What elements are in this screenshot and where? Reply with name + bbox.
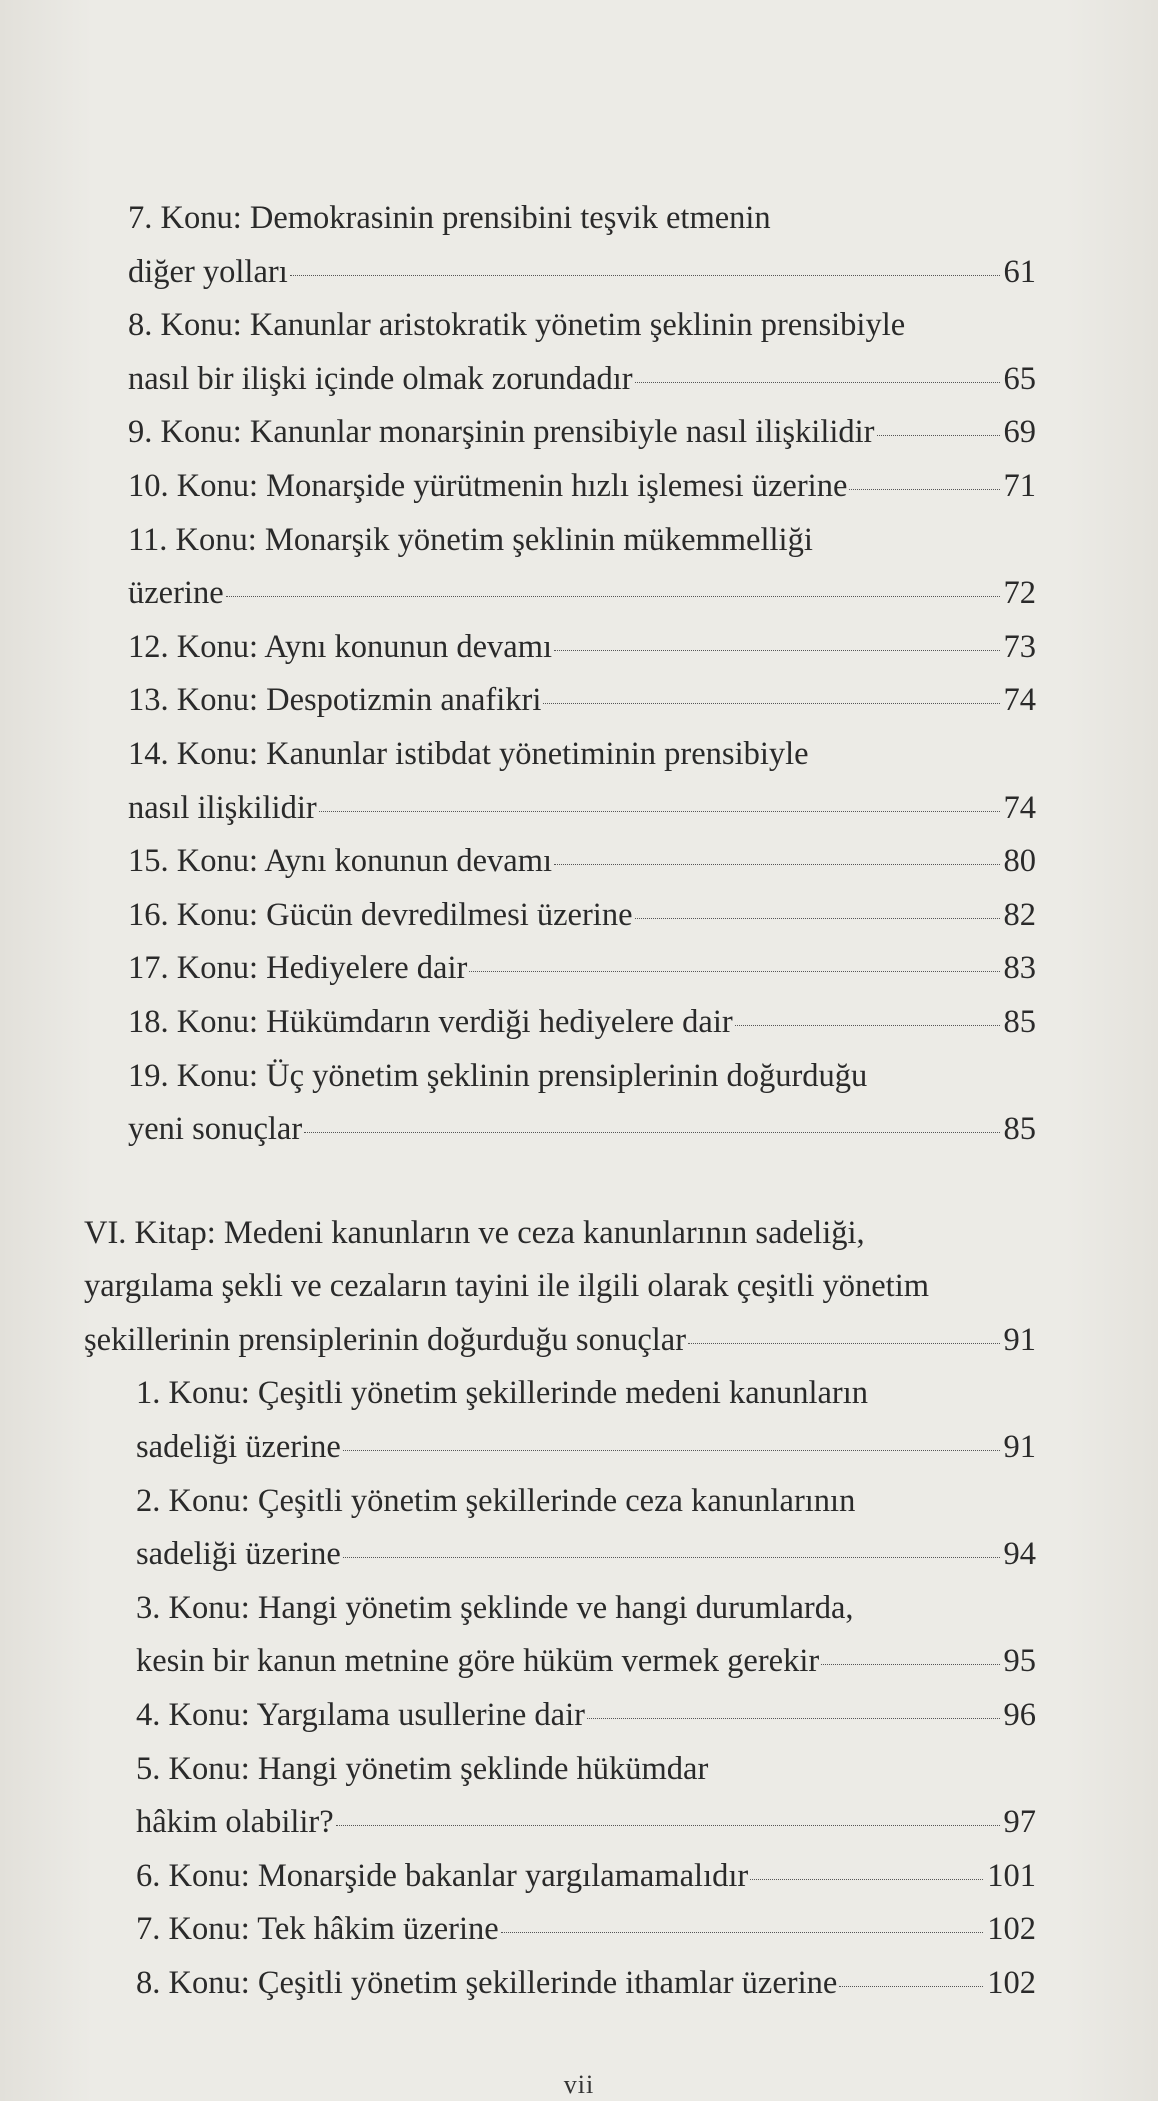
toc-entry-text: 7. Konu: Tek hâkim üzerine xyxy=(136,1911,499,1948)
toc-entry-text: yeni sonuçlar xyxy=(128,1111,303,1148)
toc-page-number: 80 xyxy=(1003,843,1036,880)
dot-leader xyxy=(319,811,1000,812)
toc-line xyxy=(128,782,1036,836)
toc-page-number: 91 xyxy=(1003,1321,1036,1358)
dot-leader xyxy=(304,1132,999,1133)
toc-entry-text: 8. Konu: Kanunlar aristokratik yönetim şeklinin prensibiyle xyxy=(128,307,906,344)
toc-page-number: 96 xyxy=(1003,1697,1036,1734)
dot-leader xyxy=(543,703,999,704)
dot-leader xyxy=(226,596,1000,597)
toc-entry-text: 1. Konu: Çeşitli yönetim şekillerinde medeni kanunların xyxy=(136,1375,869,1412)
toc-entry-text: üzerine xyxy=(128,575,224,612)
toc-entry-text: 19. Konu: Üç yönetim şeklinin prensiplerinin doğurduğu xyxy=(128,1057,868,1094)
toc-line xyxy=(128,353,1036,407)
toc-page-number: 61 xyxy=(1003,253,1036,290)
toc-entry-text: 11. Konu: Monarşik yönetim şeklinin mükemmelliği xyxy=(128,521,813,558)
dot-leader xyxy=(877,435,1000,436)
dot-leader xyxy=(735,1025,1000,1026)
toc-line xyxy=(128,406,1036,460)
toc-line xyxy=(136,1689,1036,1743)
toc-line xyxy=(84,1314,1036,1368)
toc-page-number: 65 xyxy=(1003,360,1036,397)
toc-page-number: 71 xyxy=(1003,467,1036,504)
toc-entry-text: 18. Konu: Hükümdarın verdiği hediyelere dair xyxy=(128,1003,733,1040)
dot-leader xyxy=(849,489,999,490)
toc-entry-text: 12. Konu: Aynı konunun devamı xyxy=(128,628,553,665)
toc-entry-text: VI. Kitap: Medeni kanunların ve ceza kanunlarının sadeliği, xyxy=(84,1214,865,1251)
toc-entry-text: diğer yolları xyxy=(128,253,288,290)
toc-line xyxy=(128,835,1036,889)
toc-entry-text: hâkim olabilir? xyxy=(136,1804,334,1841)
toc-line xyxy=(128,621,1036,675)
toc-page-number: 83 xyxy=(1003,950,1036,987)
toc-line xyxy=(136,1903,1036,1957)
toc-page-number: 73 xyxy=(1003,628,1036,665)
toc-entry-text: şekillerinin prensiplerinin doğurduğu sonuçlar xyxy=(84,1321,687,1358)
toc-entry-text: 13. Konu: Despotizmin anafikri xyxy=(128,682,542,719)
toc-page-number: 74 xyxy=(1003,789,1036,826)
toc-line xyxy=(136,1796,1036,1850)
dot-leader xyxy=(554,864,999,865)
page-number: vii xyxy=(563,2070,595,2099)
toc-entry-text: nasıl bir ilişki içinde olmak zorundadır xyxy=(128,360,633,397)
toc-page-number: 91 xyxy=(1003,1429,1036,1466)
toc-entry-text: 2. Konu: Çeşitli yönetim şekillerinde ceza kanunlarının xyxy=(136,1482,856,1519)
toc-line xyxy=(136,1957,1036,2011)
toc-page-number: 85 xyxy=(1003,1003,1036,1040)
dot-leader xyxy=(587,1718,1000,1719)
toc-entry-text: 7. Konu: Demokrasinin prensibini teşvik etmenin xyxy=(128,200,771,236)
toc-entry-text: 3. Konu: Hangi yönetim şeklinde ve hangi durumlarda, xyxy=(136,1589,854,1626)
toc-page-number: 69 xyxy=(1003,414,1036,451)
toc-line xyxy=(136,1421,1036,1475)
toc-page-number: 102 xyxy=(987,1965,1036,2001)
dot-leader xyxy=(750,1879,983,1880)
toc-page-number: 85 xyxy=(1003,1111,1036,1148)
dot-leader xyxy=(688,1343,999,1344)
toc-line xyxy=(128,1103,1036,1157)
dot-leader xyxy=(343,1557,1000,1558)
dot-leader xyxy=(839,1986,983,1987)
dot-leader xyxy=(635,382,1000,383)
dot-leader xyxy=(469,971,999,972)
toc-page-number: 94 xyxy=(1003,1536,1036,1573)
toc-entry-text: 9. Konu: Kanunlar monarşinin prensibiyle nasıl ilişkilidir xyxy=(128,414,875,451)
toc-line xyxy=(136,1528,1036,1582)
table-of-contents xyxy=(84,192,1036,2011)
toc-page-number: 101 xyxy=(987,1857,1036,1894)
toc-entry-text: 4. Konu: Yargılama usullerine dair xyxy=(136,1697,585,1734)
toc-line xyxy=(128,889,1036,943)
toc-line xyxy=(128,567,1036,621)
toc-page-number: 82 xyxy=(1003,896,1036,933)
toc-entry-text: 17. Konu: Hediyelere dair xyxy=(128,950,468,987)
toc-entry-text: kesin bir kanun metnine göre hüküm vermek gerekir xyxy=(136,1643,820,1680)
toc-line xyxy=(128,942,1036,996)
dot-leader xyxy=(343,1450,1000,1451)
dot-leader xyxy=(635,918,1000,919)
toc-entry-text: 5. Konu: Hangi yönetim şeklinde hükümdar xyxy=(136,1750,709,1787)
toc-line xyxy=(136,1850,1036,1904)
toc-page-number: 102 xyxy=(987,1911,1036,1948)
toc-entry-text: 15. Konu: Aynı konunun devamı xyxy=(128,843,553,880)
dot-leader xyxy=(821,1664,999,1665)
toc-line xyxy=(128,674,1036,728)
toc-page-number: 72 xyxy=(1003,575,1036,612)
toc-entry-text: 14. Konu: Kanunlar istibdat yönetiminin prensibiyle xyxy=(128,735,809,772)
toc-entry-text: 16. Konu: Gücün devredilmesi üzerine xyxy=(128,896,633,933)
toc-entry-text: yargılama şekli ve cezaların tayini ile ilgili olarak çeşitli yönetim xyxy=(84,1268,930,1305)
toc-line xyxy=(136,1635,1036,1689)
dot-leader xyxy=(501,1932,984,1933)
toc-line xyxy=(128,460,1036,514)
toc-entry-text: nasıl ilişkilidir xyxy=(128,789,317,826)
dot-leader xyxy=(290,275,1000,276)
toc-page-number: 74 xyxy=(1003,682,1036,719)
toc-page-number: 95 xyxy=(1003,1643,1036,1680)
toc-line xyxy=(128,246,1036,300)
toc-entry-text: 6. Konu: Monarşide bakanlar yargılamamalıdır xyxy=(136,1857,749,1894)
toc-line xyxy=(128,996,1036,1050)
dot-leader xyxy=(554,650,999,651)
toc-entry-text: 10. Konu: Monarşide yürütmenin hızlı işlemesi üzerine xyxy=(128,467,848,504)
toc-entry-text: sadeliği üzerine xyxy=(136,1429,341,1466)
toc-entry-text: 8. Konu: Çeşitli yönetim şekillerinde ithamlar üzerine xyxy=(136,1965,838,2001)
dot-leader xyxy=(336,1825,1000,1826)
toc-page-number: 97 xyxy=(1003,1804,1036,1841)
toc-entry-text: sadeliği üzerine xyxy=(136,1536,341,1573)
